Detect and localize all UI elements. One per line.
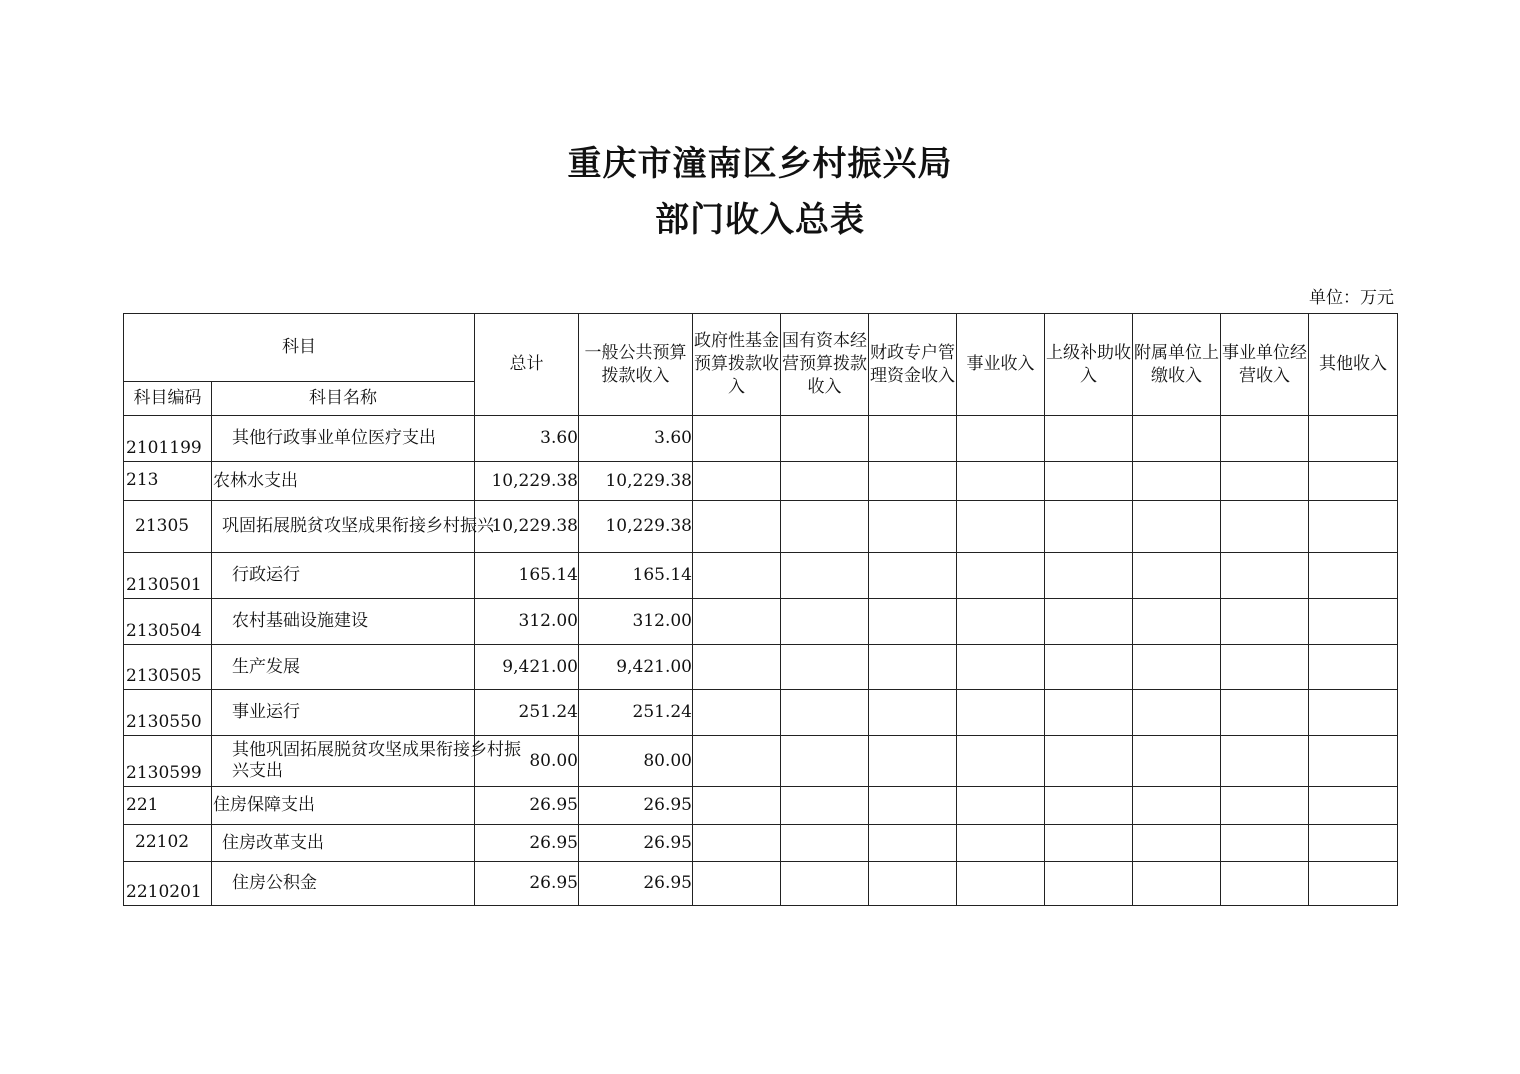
gov-fund-value xyxy=(693,501,781,553)
total-value: 9,421.00 xyxy=(475,645,579,690)
subject-name-cell xyxy=(212,690,475,736)
subject-name-cell xyxy=(212,501,494,553)
subject-name-cell xyxy=(212,787,475,825)
subject-code: 2130599 xyxy=(124,736,212,787)
state-capital-value xyxy=(781,645,869,690)
business-income-value xyxy=(957,825,1045,862)
header-code: 科目编码 xyxy=(124,382,212,416)
business-income-value xyxy=(957,501,1045,553)
state-capital-value xyxy=(781,416,869,462)
subject-code: 2130505 xyxy=(124,645,212,690)
subject-name: 行政运行 xyxy=(232,565,300,586)
table-row xyxy=(124,553,1398,599)
subject-code: 2101199 xyxy=(124,416,212,462)
other-income-value xyxy=(1309,599,1398,645)
table-row xyxy=(124,645,1398,690)
subject-code: 2210201 xyxy=(124,862,212,906)
subject-code: 22102 xyxy=(124,825,212,862)
state-capital-value xyxy=(781,599,869,645)
table-row xyxy=(124,416,1398,462)
business-income-value xyxy=(957,416,1045,462)
table-row xyxy=(124,862,1398,906)
special-fund-value xyxy=(869,645,957,690)
header-total: 总计 xyxy=(475,314,579,416)
subject-name: 住房保障支出 xyxy=(213,795,315,816)
total-value: 26.95 xyxy=(475,862,579,906)
total-value: 312.00 xyxy=(475,599,579,645)
table-row xyxy=(124,462,1398,501)
total-value: 10,229.38 xyxy=(475,462,579,501)
business-operation-value xyxy=(1221,416,1309,462)
state-capital-value xyxy=(781,787,869,825)
general-budget-value: 26.95 xyxy=(579,787,693,825)
other-income-value xyxy=(1309,690,1398,736)
special-fund-value xyxy=(869,416,957,462)
business-operation-value xyxy=(1221,462,1309,501)
superior-subsidy-value xyxy=(1045,862,1133,906)
other-income-value xyxy=(1309,825,1398,862)
affiliated-unit-value xyxy=(1133,787,1221,825)
business-operation-value xyxy=(1221,825,1309,862)
affiliated-unit-value xyxy=(1133,736,1221,787)
subject-name-cell xyxy=(212,645,475,690)
total-value: 80.00 xyxy=(475,736,579,787)
document-title: 重庆市潼南区乡村振兴局 xyxy=(567,144,953,184)
superior-subsidy-value xyxy=(1045,416,1133,462)
affiliated-unit-value xyxy=(1133,862,1221,906)
general-budget-value: 165.14 xyxy=(579,553,693,599)
affiliated-unit-value xyxy=(1133,825,1221,862)
affiliated-unit-value xyxy=(1133,501,1221,553)
subject-name-cell xyxy=(212,736,521,787)
total-value: 26.95 xyxy=(475,825,579,862)
subject-name: 其他行政事业单位医疗支出 xyxy=(232,428,436,449)
subject-name: 农村基础设施建设 xyxy=(232,611,368,632)
table-row xyxy=(124,787,1398,825)
superior-subsidy-value xyxy=(1045,553,1133,599)
gov-fund-value xyxy=(693,416,781,462)
subject-code: 21305 xyxy=(124,501,212,553)
general-budget-value: 26.95 xyxy=(579,862,693,906)
total-value: 3.60 xyxy=(475,416,579,462)
subject-name-cell xyxy=(212,553,475,599)
gov-fund-value xyxy=(693,787,781,825)
special-fund-value xyxy=(869,825,957,862)
header-general-budget: 一般公共预算拨款收入 xyxy=(579,314,693,416)
gov-fund-value xyxy=(693,825,781,862)
affiliated-unit-value xyxy=(1133,645,1221,690)
gov-fund-value xyxy=(693,599,781,645)
business-income-value xyxy=(957,787,1045,825)
other-income-value xyxy=(1309,736,1398,787)
state-capital-value xyxy=(781,736,869,787)
subject-name-cell xyxy=(212,825,475,862)
subject-code: 2130504 xyxy=(124,599,212,645)
special-fund-value xyxy=(869,736,957,787)
gov-fund-value xyxy=(693,462,781,501)
general-budget-value: 80.00 xyxy=(579,736,693,787)
affiliated-unit-value xyxy=(1133,416,1221,462)
affiliated-unit-value xyxy=(1133,462,1221,501)
general-budget-value: 9,421.00 xyxy=(579,645,693,690)
general-budget-value: 251.24 xyxy=(579,690,693,736)
affiliated-unit-value xyxy=(1133,599,1221,645)
header-business-income: 事业收入 xyxy=(957,314,1045,416)
state-capital-value xyxy=(781,825,869,862)
affiliated-unit-value xyxy=(1133,553,1221,599)
header-state-capital: 国有资本经营预算拨款收入 xyxy=(781,314,869,416)
header-name: 科目名称 xyxy=(212,382,475,416)
general-budget-value: 10,229.38 xyxy=(579,501,693,553)
header-affiliated-unit: 附属单位上缴收入 xyxy=(1133,314,1221,416)
business-operation-value xyxy=(1221,736,1309,787)
table-row xyxy=(124,825,1398,862)
state-capital-value xyxy=(781,553,869,599)
gov-fund-value xyxy=(693,862,781,906)
superior-subsidy-value xyxy=(1045,825,1133,862)
gov-fund-value xyxy=(693,690,781,736)
table-row xyxy=(124,599,1398,645)
business-income-value xyxy=(957,736,1045,787)
business-income-value xyxy=(957,462,1045,501)
general-budget-value: 312.00 xyxy=(579,599,693,645)
special-fund-value xyxy=(869,501,957,553)
business-operation-value xyxy=(1221,553,1309,599)
superior-subsidy-value xyxy=(1045,462,1133,501)
special-fund-value xyxy=(869,862,957,906)
total-value: 26.95 xyxy=(475,787,579,825)
header-business-operation: 事业单位经营收入 xyxy=(1221,314,1309,416)
other-income-value xyxy=(1309,501,1398,553)
general-budget-value: 3.60 xyxy=(579,416,693,462)
gov-fund-value xyxy=(693,553,781,599)
unit-label: 单位：万元 xyxy=(1309,288,1394,308)
income-summary-table xyxy=(123,313,1398,906)
special-fund-value xyxy=(869,599,957,645)
subject-code: 221 xyxy=(124,787,212,825)
gov-fund-value xyxy=(693,645,781,690)
table-row xyxy=(124,690,1398,736)
total-value: 10,229.38 xyxy=(475,501,579,553)
special-fund-value xyxy=(869,462,957,501)
table-row xyxy=(124,736,1398,787)
business-operation-value xyxy=(1221,599,1309,645)
table-row xyxy=(124,501,1398,553)
header-other-income: 其他收入 xyxy=(1309,314,1398,416)
general-budget-value: 26.95 xyxy=(579,825,693,862)
subject-name: 农林水支出 xyxy=(213,470,298,491)
superior-subsidy-value xyxy=(1045,690,1133,736)
other-income-value xyxy=(1309,462,1398,501)
other-income-value xyxy=(1309,645,1398,690)
state-capital-value xyxy=(781,462,869,501)
header-gov-fund: 政府性基金预算拨款收入 xyxy=(693,314,781,416)
business-income-value xyxy=(957,553,1045,599)
subject-name: 其他巩固拓展脱贫攻坚成果衔接乡村振兴支出 xyxy=(232,739,521,781)
business-income-value xyxy=(957,645,1045,690)
subject-name: 住房公积金 xyxy=(232,873,317,894)
header-subject: 科目 xyxy=(124,314,475,382)
subject-name: 巩固拓展脱贫攻坚成果衔接乡村振兴 xyxy=(222,515,494,536)
subject-name: 事业运行 xyxy=(232,702,300,723)
special-fund-value xyxy=(869,690,957,736)
total-value: 251.24 xyxy=(475,690,579,736)
general-budget-value: 10,229.38 xyxy=(579,462,693,501)
total-value: 165.14 xyxy=(475,553,579,599)
state-capital-value xyxy=(781,501,869,553)
business-operation-value xyxy=(1221,690,1309,736)
business-income-value xyxy=(957,690,1045,736)
superior-subsidy-value xyxy=(1045,736,1133,787)
business-operation-value xyxy=(1221,862,1309,906)
business-operation-value xyxy=(1221,501,1309,553)
subject-name-cell xyxy=(212,599,475,645)
special-fund-value xyxy=(869,553,957,599)
state-capital-value xyxy=(781,690,869,736)
header-special-fund: 财政专户管理资金收入 xyxy=(869,314,957,416)
business-operation-value xyxy=(1221,787,1309,825)
other-income-value xyxy=(1309,862,1398,906)
business-operation-value xyxy=(1221,645,1309,690)
special-fund-value xyxy=(869,787,957,825)
superior-subsidy-value xyxy=(1045,787,1133,825)
subject-code: 2130550 xyxy=(124,690,212,736)
other-income-value xyxy=(1309,553,1398,599)
affiliated-unit-value xyxy=(1133,690,1221,736)
business-income-value xyxy=(957,862,1045,906)
other-income-value xyxy=(1309,787,1398,825)
header-superior-subsidy: 上级补助收入 xyxy=(1045,314,1133,416)
other-income-value xyxy=(1309,416,1398,462)
superior-subsidy-value xyxy=(1045,645,1133,690)
subject-code: 213 xyxy=(124,462,212,501)
state-capital-value xyxy=(781,862,869,906)
subject-name-cell xyxy=(212,416,475,462)
subject-name-cell xyxy=(212,462,475,501)
subject-name-cell xyxy=(212,862,475,906)
document-subtitle: 部门收入总表 xyxy=(655,200,865,240)
business-income-value xyxy=(957,599,1045,645)
superior-subsidy-value xyxy=(1045,599,1133,645)
subject-code: 2130501 xyxy=(124,553,212,599)
gov-fund-value xyxy=(693,736,781,787)
subject-name: 生产发展 xyxy=(232,656,300,677)
subject-name: 住房改革支出 xyxy=(222,832,324,853)
superior-subsidy-value xyxy=(1045,501,1133,553)
